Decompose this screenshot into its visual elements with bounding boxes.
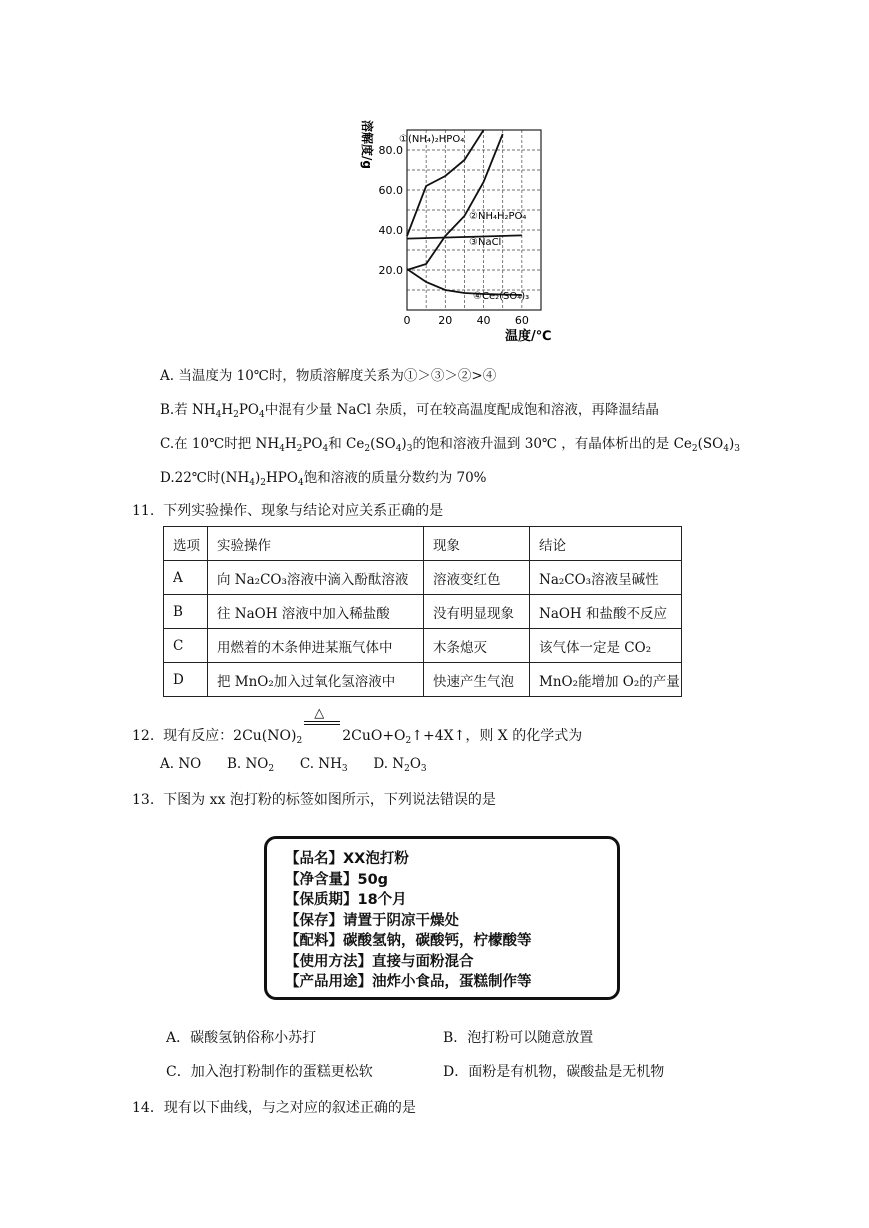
y-tick-label: 60.0 bbox=[378, 184, 403, 197]
curve-label-2: ②NH₄H₂PO₄ bbox=[469, 211, 527, 222]
x-tick-label: 0 bbox=[403, 314, 411, 327]
series-line-2 bbox=[407, 134, 503, 270]
q13-option-d: D．面粉是有机物，碳酸盐是无机物 bbox=[443, 1064, 665, 1080]
row-option: B bbox=[164, 595, 208, 629]
solubility-chart bbox=[355, 118, 555, 346]
q13-option-a: A．碳酸氢钠俗称小苏打 bbox=[166, 1030, 317, 1046]
label-line: 【品名】XX泡打粉 bbox=[285, 851, 409, 867]
q10-option-d: D.22℃时$(NH_4)_2HPO_4$饱和溶液的质量分数约为 70% bbox=[160, 470, 487, 488]
row-conclusion: MnO₂能增加 O₂的产量 bbox=[530, 663, 682, 697]
q12-option-b: B. $NO_2$ bbox=[226, 756, 275, 774]
label-line: 【净含量】50g bbox=[285, 871, 389, 888]
row-operation: 往 NaOH 溶液中加入稀盐酸 bbox=[208, 595, 424, 629]
row-conclusion: 该气体一定是 CO₂ bbox=[530, 629, 682, 663]
x-tick-label: 20 bbox=[438, 314, 453, 327]
table-row bbox=[164, 595, 682, 629]
table-row bbox=[164, 629, 682, 663]
x-tick-label: 40 bbox=[476, 314, 491, 327]
row-operation: 向 Na₂CO₃溶液中滴入酚酞溶液 bbox=[208, 561, 424, 595]
baking-powder-label bbox=[264, 836, 620, 1000]
header-conclusion: 结论 bbox=[530, 527, 682, 561]
y-tick-label: 80.0 bbox=[378, 144, 403, 157]
y-axis-label: 溶解度/g bbox=[360, 120, 374, 169]
header-option: 选项 bbox=[164, 527, 208, 561]
curve-label-1: ①(NH₄)₂HPO₄ bbox=[399, 134, 465, 145]
table-row bbox=[164, 561, 682, 595]
row-operation: 用燃着的木条伸进某瓶气体中 bbox=[208, 629, 424, 663]
label-line: 【产品用途】油炸小食品，蛋糕制作等 bbox=[285, 974, 532, 990]
curve-label-3: ③NaCl bbox=[469, 237, 502, 248]
label-line: 【保存】请置于阴凉干燥处 bbox=[285, 912, 459, 929]
label-line: 【保质期】18个月 bbox=[285, 892, 407, 908]
q11-table bbox=[163, 526, 682, 697]
q11-stem: 11. 下列实验操作、现象与结论对应关系正确的是 bbox=[132, 503, 444, 519]
q12-stem: 12. 现有反应：$2Cu(NO)_2$ △ $2CuO+O_2↑+4X↑$，则 X 的化学式为 bbox=[132, 706, 583, 746]
row-operation: 把 MnO₂加入过氧化氢溶液中 bbox=[208, 663, 424, 697]
row-phenomenon: 木条熄灭 bbox=[424, 629, 530, 663]
row-option: A bbox=[164, 561, 208, 595]
q12-option-a: A. NO bbox=[160, 756, 202, 772]
header-phenomenon: 现象 bbox=[424, 527, 530, 561]
curve-label-4: ④Ce₂(SO₄)₃ bbox=[473, 291, 530, 302]
row-conclusion: NaOH 和盐酸不反应 bbox=[530, 595, 682, 629]
row-option: C bbox=[164, 629, 208, 663]
q10-option-a: A. 当温度为 10℃时，物质溶解度关系为①＞③＞②>④ bbox=[160, 368, 497, 384]
label-line: 【配料】碳酸氢钠，碳酸钙，柠檬酸等 bbox=[285, 933, 532, 949]
row-phenomenon: 没有明显现象 bbox=[424, 595, 530, 629]
x-tick-label: 60 bbox=[514, 314, 529, 327]
row-option: D bbox=[164, 663, 208, 697]
row-phenomenon: 快速产生气泡 bbox=[424, 663, 530, 697]
table-row bbox=[164, 663, 682, 697]
header-operation: 实验操作 bbox=[208, 527, 424, 561]
q13-option-b: B．泡打粉可以随意放置 bbox=[443, 1030, 594, 1046]
row-conclusion: Na₂CO₃溶液呈碱性 bbox=[530, 561, 682, 595]
reaction-condition: △ bbox=[302, 726, 342, 740]
q12-option-d: D. $N_2O_3$ bbox=[373, 756, 427, 774]
q13-option-c: C．加入泡打粉制作的蛋糕更松软 bbox=[166, 1064, 373, 1080]
y-tick-label: 40.0 bbox=[378, 224, 403, 237]
q10-option-c: C.在 10℃时把 $NH_4H_2PO_4$和 $Ce_2(SO_4)_3$的饱和溶液升温到 30℃ ，有晶体析出的是 $Ce_2(SO_4)_3$ bbox=[160, 436, 740, 454]
q13-stem: 13. 下图为 xx 泡打粉的标签如图所示，下列说法错误的是 bbox=[132, 792, 496, 808]
q10-option-b: B.若 $NH_4H_2PO_4$中混有少量 NaCl 杂质，可在较高温度配成饱和溶液，再降温结晶 bbox=[160, 402, 659, 420]
table-header-row bbox=[164, 527, 682, 561]
q12-options bbox=[160, 756, 427, 772]
q14-stem: 14．现有以下曲线，与之对应的叙述正确的是 bbox=[132, 1100, 416, 1116]
row-phenomenon: 溶液变红色 bbox=[424, 561, 530, 595]
label-line: 【使用方法】直接与面粉混合 bbox=[285, 953, 474, 970]
y-tick-label: 20.0 bbox=[378, 264, 403, 277]
x-axis-label: 温度/℃ bbox=[505, 329, 552, 344]
q12-option-c: C. $NH_3$ bbox=[299, 756, 348, 774]
